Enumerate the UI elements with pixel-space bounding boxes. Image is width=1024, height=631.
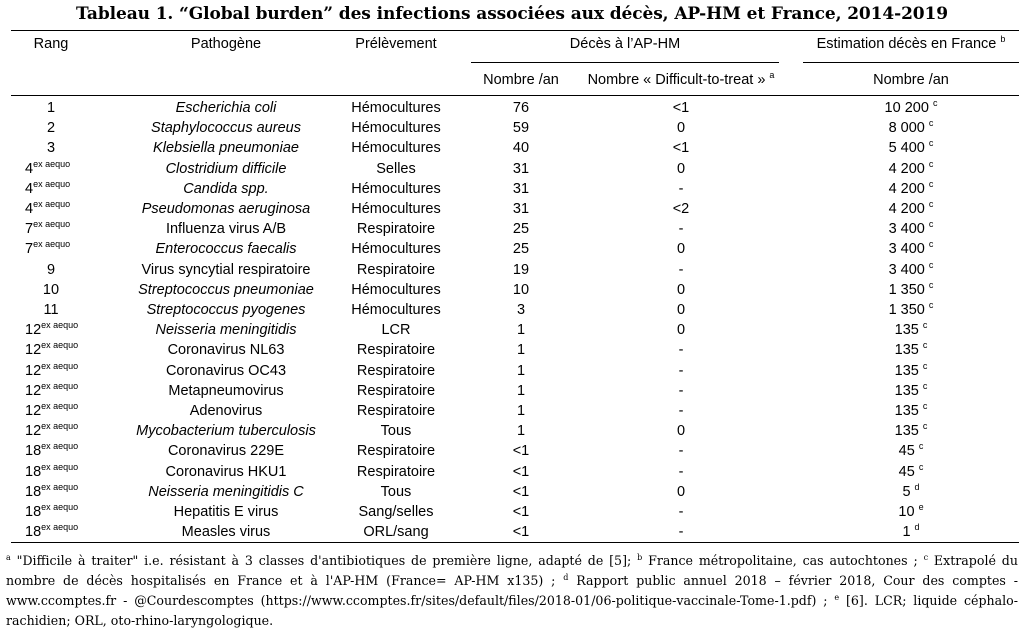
- estimation-note: c: [922, 401, 928, 412]
- header-difficult-note: a: [769, 70, 775, 81]
- pathogen-cell: Coronavirus NL63: [167, 342, 285, 359]
- rang-cell: [25, 461, 105, 480]
- rang-value: 18: [25, 524, 42, 541]
- rang-cell: [25, 201, 105, 217]
- estimation-value: 10 200: [884, 100, 933, 116]
- estimation-note: c: [922, 340, 928, 351]
- rang-superscript: ex aequo: [41, 441, 79, 452]
- difficult-cell: -: [678, 261, 684, 278]
- rang-value: 4: [25, 201, 34, 217]
- estimation-note: d: [914, 481, 920, 492]
- table-title: Tableau 1. “Global burden” des infections associées aux décès, AP-HM et France, 2014-2019: [76, 4, 948, 24]
- estimation-cell: [803, 342, 1019, 358]
- estimation-cell: [803, 322, 1019, 338]
- table-row: [11, 481, 1019, 504]
- top-rule: [11, 30, 1019, 31]
- table-row: [11, 201, 1019, 221]
- rang-superscript: ex aequo: [33, 199, 71, 210]
- header-pathogene: Pathogène: [190, 36, 262, 52]
- footnote-mark: a: [6, 552, 11, 562]
- estimation-note: c: [918, 441, 924, 452]
- rang-cell: [25, 322, 105, 338]
- prelevement-cell: Respiratoire: [356, 261, 436, 278]
- difficult-cell: -: [678, 342, 684, 359]
- rang-cell: [25, 380, 105, 399]
- estimation-note: c: [928, 300, 934, 311]
- rang-cell: [25, 342, 105, 358]
- nombre-cell: 31: [512, 201, 530, 217]
- estimation-value: 45: [898, 443, 919, 460]
- estimation-value: 3 400: [888, 261, 929, 278]
- pathogen-cell: Klebsiella pneumoniae: [153, 140, 299, 157]
- pathogen-cell: Coronavirus 229E: [167, 443, 285, 460]
- rang-cell: [25, 158, 105, 177]
- rang-cell: [11, 262, 91, 278]
- prelevement-cell: Hémocultures: [351, 302, 441, 318]
- difficult-cell: -: [678, 463, 684, 480]
- pathogen-cell: Escherichia coli: [175, 100, 277, 116]
- pathogen-cell: Measles virus: [181, 524, 271, 541]
- pathogen-cell: Hepatitis E virus: [173, 504, 279, 520]
- estimation-note: c: [932, 98, 938, 109]
- header-difficult: [581, 72, 781, 88]
- nombre-cell: <1: [512, 504, 530, 520]
- rang-superscript: ex aequo: [33, 219, 71, 230]
- estimation-cell: [803, 524, 1019, 540]
- estimation-note: c: [928, 279, 934, 290]
- rang-superscript: ex aequo: [41, 481, 79, 492]
- estimation-value: 4 200: [888, 180, 929, 197]
- estimation-note: c: [928, 178, 934, 189]
- pathogen-cell: Streptococcus pneumoniae: [138, 281, 314, 298]
- prelevement-cell: Selles: [376, 160, 416, 177]
- table-row: [11, 259, 1019, 282]
- prelevement-cell: ORL/sang: [363, 524, 429, 541]
- rang-value: 2: [46, 120, 56, 137]
- pathogen-cell: Influenza virus A/B: [165, 221, 287, 238]
- pathogen-cell: Coronavirus HKU1: [165, 463, 287, 480]
- rang-value: 10: [42, 281, 60, 298]
- table-row: [11, 423, 1019, 443]
- nombre-cell: 1: [516, 362, 526, 379]
- prelevement-cell: LCR: [381, 322, 411, 339]
- estimation-cell: [803, 504, 1019, 520]
- difficult-cell: 0: [676, 423, 686, 440]
- estimation-cell: [803, 100, 1019, 116]
- header-estimation-note: b: [1000, 34, 1006, 45]
- estimation-cell: [803, 178, 1019, 197]
- table-row: [11, 158, 1019, 181]
- footnote-mark: c: [923, 552, 929, 562]
- prelevement-cell: Hémocultures: [351, 140, 441, 157]
- estimation-cell: [803, 140, 1019, 156]
- table-row: [11, 100, 1019, 120]
- difficult-cell: -: [678, 362, 684, 379]
- rang-cell: [25, 241, 105, 257]
- difficult-cell: <1: [672, 100, 690, 116]
- rang-superscript: ex aequo: [41, 502, 79, 513]
- estimation-value: 10: [898, 504, 919, 520]
- estimation-value: 1: [902, 524, 915, 541]
- difficult-cell: -: [678, 403, 684, 419]
- prelevement-cell: Respiratoire: [356, 382, 436, 399]
- rang-value: 7: [25, 241, 34, 258]
- prelevement-cell: Hémocultures: [351, 180, 441, 197]
- pathogen-cell: Neisseria meningitidis: [155, 322, 297, 339]
- difficult-cell: -: [678, 180, 684, 197]
- estimation-cell: [803, 443, 1019, 459]
- estimation-cell: [803, 461, 1019, 480]
- header-nombre-an-fr: Nombre /an: [873, 72, 949, 88]
- estimation-cell: [803, 221, 1019, 237]
- rang-cell: [11, 302, 91, 318]
- nombre-cell: <1: [512, 443, 530, 460]
- nombre-cell: 1: [516, 423, 526, 440]
- footnote-mark: b: [637, 552, 643, 562]
- estimation-note: c: [928, 199, 934, 210]
- prelevement-cell: Respiratoire: [356, 403, 436, 419]
- estimation-value: 135: [894, 382, 923, 399]
- rang-value: 12: [25, 403, 42, 419]
- difficult-cell: 0: [676, 322, 686, 339]
- estimation-cell: [803, 120, 1019, 136]
- rang-cell: [25, 524, 105, 540]
- footnote-mark: d: [563, 572, 569, 582]
- rang-cell: [11, 140, 91, 156]
- estimation-note: c: [928, 219, 934, 230]
- nombre-cell: 40: [512, 140, 530, 157]
- rang-value: 12: [25, 342, 42, 359]
- estimation-note: c: [922, 360, 928, 371]
- header-nombre-an: Nombre /an: [483, 72, 559, 88]
- nombre-cell: 1: [516, 403, 526, 419]
- estimation-cell: [803, 259, 1019, 278]
- rang-superscript: ex aequo: [33, 158, 71, 169]
- rang-value: 11: [43, 302, 59, 318]
- estimation-note: c: [928, 138, 934, 149]
- difficult-cell: 0: [676, 160, 686, 177]
- nombre-cell: 19: [512, 261, 530, 278]
- estimation-value: 135: [894, 403, 923, 419]
- rang-value: 18: [25, 443, 42, 460]
- rang-cell: [25, 481, 105, 500]
- footnote-text: France métropolitaine, cas autochtones ;: [642, 553, 924, 568]
- estimation-cell: [803, 158, 1019, 177]
- prelevement-cell: Respiratoire: [356, 443, 436, 460]
- footnote-text: Rapport public annuel 2018 – février 2018, Cour des comptes - www.ccomptes.fr - @Courdescomptes (https://www.ccomptes.fr/sites/default/files/2018-01/06-politique-vaccinale-Tome-1.pdf) ;: [6, 573, 1018, 608]
- rang-value: 18: [25, 504, 42, 520]
- prelevement-cell: Hémocultures: [351, 100, 441, 116]
- difficult-cell: <2: [672, 201, 690, 217]
- table-row: [11, 178, 1019, 201]
- nombre-cell: <1: [512, 483, 530, 500]
- pathogen-cell: Adenovirus: [189, 403, 263, 419]
- rang-value: 12: [25, 362, 42, 379]
- difficult-cell: -: [678, 524, 684, 541]
- estimation-value: 135: [894, 423, 923, 440]
- header-rang: Rang: [33, 36, 69, 52]
- table-row: [11, 279, 1019, 302]
- rang-value: 7: [25, 221, 34, 238]
- header-deces-aphm: Décès à l’AP-HM: [569, 36, 681, 52]
- table-row: [11, 241, 1019, 261]
- estimation-value: 3 400: [888, 241, 929, 258]
- table-row: [11, 120, 1019, 140]
- prelevement-cell: Tous: [380, 423, 412, 440]
- rang-value: 4: [25, 160, 34, 177]
- estimation-cell: [803, 423, 1019, 439]
- header-difficult-label: Nombre « Difficult-to-treat »: [587, 72, 766, 88]
- estimation-note: c: [922, 320, 928, 331]
- difficult-cell: 0: [676, 302, 686, 318]
- nombre-cell: 1: [516, 342, 526, 359]
- rang-cell: [25, 443, 105, 459]
- rang-value: 12: [25, 382, 42, 399]
- rang-value: 9: [46, 261, 56, 278]
- estimation-value: 5 400: [888, 140, 929, 157]
- header-estimation-label: Estimation décès en France: [816, 36, 997, 52]
- rang-value: 1: [46, 100, 56, 116]
- estimation-value: 8 000: [888, 120, 929, 137]
- rang-value: 12: [25, 322, 42, 339]
- header-rule: [11, 95, 1019, 96]
- nombre-cell: 31: [512, 180, 530, 197]
- difficult-cell: -: [678, 504, 684, 520]
- table-row: [11, 380, 1019, 403]
- difficult-cell: 0: [676, 281, 686, 298]
- difficult-cell: 0: [676, 483, 686, 500]
- rang-cell: [11, 120, 91, 136]
- rang-superscript: ex aequo: [41, 340, 79, 351]
- prelevement-cell: Hémocultures: [351, 120, 441, 137]
- rang-superscript: ex aequo: [41, 461, 79, 472]
- table-row: [11, 443, 1019, 463]
- estimation-value: 4 200: [888, 160, 929, 177]
- rang-superscript: ex aequo: [41, 360, 79, 371]
- estimation-note: c: [928, 118, 934, 129]
- nombre-cell: 1: [516, 382, 526, 399]
- rang-value: 18: [25, 483, 42, 500]
- rang-superscript: ex aequo: [33, 239, 71, 250]
- pathogen-cell: Pseudomonas aeruginosa: [141, 201, 311, 217]
- prelevement-cell: Tous: [380, 483, 412, 500]
- estimation-value: 1 350: [888, 281, 929, 298]
- table-row: [11, 360, 1019, 383]
- estimation-value: 45: [898, 463, 919, 480]
- pathogen-cell: Clostridium difficile: [165, 160, 287, 177]
- table-row: [11, 302, 1019, 322]
- estimation-cell: [803, 302, 1019, 318]
- pathogen-cell: Enterococcus faecalis: [155, 241, 297, 258]
- estimation-cell: [803, 403, 1019, 419]
- rang-value: 4: [25, 180, 34, 197]
- estimation-value: 4 200: [888, 201, 929, 217]
- table-row: [11, 140, 1019, 160]
- table-row: [11, 504, 1019, 524]
- estimation-note: c: [928, 259, 934, 270]
- nombre-cell: 3: [516, 302, 526, 318]
- estimation-cell: [803, 279, 1019, 298]
- difficult-cell: <1: [672, 140, 690, 157]
- rang-superscript: ex aequo: [41, 522, 79, 533]
- nombre-cell: <1: [512, 463, 530, 480]
- estimation-value: 135: [894, 362, 923, 379]
- prelevement-cell: Sang/selles: [358, 504, 434, 520]
- footnote-text: "Difficile à traiter" i.e. résistant à 3 classes d'antibiotiques de première ligne, adapté de [5];: [10, 553, 638, 568]
- estimation-note: c: [928, 158, 934, 169]
- estimation-note: e: [918, 502, 924, 513]
- rang-value: 12: [25, 423, 42, 440]
- rang-value: 3: [46, 140, 56, 157]
- estimation-value: 3 400: [888, 221, 929, 238]
- deces-group-rule: [471, 62, 779, 63]
- estimation-cell: [803, 481, 1019, 500]
- nombre-cell: 76: [512, 100, 530, 116]
- estimation-note: c: [928, 239, 934, 250]
- table-row: [11, 403, 1019, 423]
- estimation-group-rule: [803, 62, 1019, 63]
- rang-cell: [25, 403, 105, 419]
- nombre-cell: 31: [512, 160, 530, 177]
- rang-cell: [25, 178, 105, 197]
- rang-cell: [11, 282, 91, 298]
- nombre-cell: 10: [512, 281, 530, 298]
- estimation-value: 5: [902, 483, 915, 500]
- table-row: [11, 524, 1019, 544]
- pathogen-cell: Mycobacterium tuberculosis: [136, 423, 316, 440]
- footnotes: [6, 551, 1018, 631]
- estimation-note: c: [922, 421, 928, 432]
- prelevement-cell: Respiratoire: [356, 221, 436, 238]
- prelevement-cell: Hémocultures: [351, 241, 441, 258]
- table-row: [11, 342, 1019, 362]
- pathogen-cell: Metapneumovirus: [168, 382, 284, 399]
- estimation-value: 1 350: [888, 302, 929, 318]
- rang-superscript: ex aequo: [41, 380, 79, 391]
- footnote-text: Extrapolé du nombre de décès hospitalisés en France et à l'AP-HM (France= AP-HM x135) ;: [6, 553, 1018, 588]
- rang-value: 18: [25, 463, 42, 480]
- rang-cell: [25, 504, 105, 520]
- table-row: [11, 322, 1019, 342]
- estimation-note: d: [914, 522, 920, 533]
- rang-cell: [11, 100, 91, 116]
- pathogen-cell: Staphylococcus aureus: [151, 120, 301, 137]
- nombre-cell: 59: [512, 120, 530, 137]
- nombre-cell: 25: [512, 241, 530, 258]
- pathogen-cell: Neisseria meningitidis C: [148, 483, 304, 500]
- estimation-cell: [803, 380, 1019, 399]
- estimation-cell: [803, 201, 1019, 217]
- footnote-mark: e: [834, 592, 840, 602]
- rang-superscript: ex aequo: [41, 401, 79, 412]
- rang-cell: [25, 360, 105, 379]
- table-row: [11, 461, 1019, 484]
- difficult-cell: -: [678, 221, 684, 238]
- rang-cell: [25, 423, 105, 439]
- header-prelevement: Prélèvement: [355, 36, 437, 52]
- difficult-cell: 0: [676, 120, 686, 137]
- nombre-cell: 1: [516, 322, 526, 339]
- estimation-value: 135: [894, 322, 923, 339]
- rang-superscript: ex aequo: [41, 421, 79, 432]
- difficult-cell: -: [678, 443, 684, 460]
- pathogen-cell: Virus syncytial respiratoire: [141, 261, 311, 278]
- footnote-text: [6]. LCR; liquide céphalo-rachidien; ORL, oto-rhino-laryngologique.: [6, 593, 1019, 628]
- difficult-cell: 0: [676, 241, 686, 258]
- pathogen-cell: Streptococcus pyogenes: [146, 302, 306, 318]
- rang-cell: [25, 221, 105, 237]
- prelevement-cell: Respiratoire: [356, 362, 436, 379]
- estimation-note: c: [922, 380, 928, 391]
- header-estimation: [803, 36, 1019, 52]
- estimation-note: c: [918, 461, 924, 472]
- prelevement-cell: Hémocultures: [351, 281, 441, 298]
- nombre-cell: 25: [512, 221, 530, 238]
- pathogen-cell: Candida spp.: [183, 180, 269, 197]
- pathogen-cell: Coronavirus OC43: [165, 362, 287, 379]
- prelevement-cell: Respiratoire: [356, 463, 436, 480]
- estimation-value: 135: [894, 342, 923, 359]
- nombre-cell: <1: [512, 524, 530, 541]
- table-row: [11, 221, 1019, 241]
- difficult-cell: -: [678, 382, 684, 399]
- rang-superscript: ex aequo: [41, 320, 79, 331]
- estimation-cell: [803, 360, 1019, 379]
- rang-superscript: ex aequo: [33, 178, 71, 189]
- estimation-cell: [803, 241, 1019, 257]
- prelevement-cell: Hémocultures: [351, 201, 441, 217]
- prelevement-cell: Respiratoire: [356, 342, 436, 359]
